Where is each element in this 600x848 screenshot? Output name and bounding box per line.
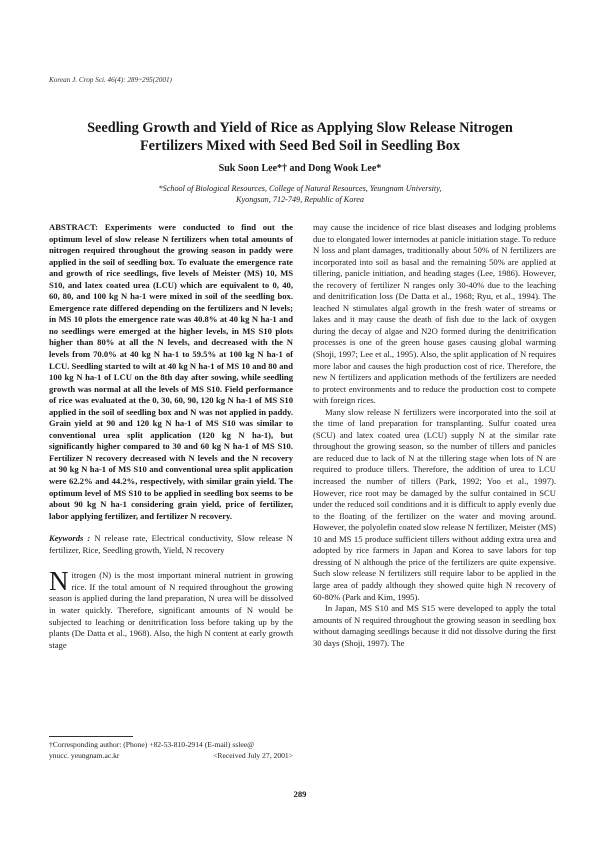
paper-title	[40, 120, 560, 155]
abstract: ABSTRACT: Experiments were conducted to find out the optimum level of slow release N fertilizers when total amounts of nitrogen required throughout the growing season in paddy were applied in the soil of seedling box. To evaluate the emergence rate and growth of rice seedlings, five levels of Meister (MS) 10, MS S10, and latex coated urea (LCU) which are equivalent to 0, 40, 60, 80, and 100 kg N ha-1 were mixed in soil of the seedling box. Emergence rate differed depending on the fertilizers and N levels; in MS 10 plots the emergence rate was 40.8% at 40 kg N ha-1 and no seedlings were emerged at the higher levels, in MS S10 plots higher than 80% at all the N levels, and decreased with the N levels from 70.0% at 40 kg N ha-1 to 59.5% at 100 kg N ha-1 of LCU. Seedling started to wilt at 40 kg N ha-1 of MS 10 and 80 and 100 kg N ha-1 of LCU on the 8th day after sowing, while seedling growth was normal at all the levels of MS S10. Field performance of rice was evaluated at the 0, 30, 60, 90, 120 kg N ha-1 of MS S10 applied in the soil of seedling box and N was not applied in paddy. Grain yield at 90 and 120 kg N ha-1 of MS S10 was similar to conventional urea split application (120 kg N ha-1), but significantly higher compared to 30 and 60 kg N ha-1 of MS S10. Fertilizer N recovery decreased with N levels and the N recovery at 90 kg N ha-1 of MS S10 and conventional urea split application were 62.2% and 44.2%, respectively, with similar grain yield. The optimum level of MS S10 to be applied in seedling box seems to be about 90 kg N ha-1 considering grain yield, price of fertilizer, labor applying fertilizer, and fertilizer N recovery.	[49, 222, 293, 521]
introduction-paragraph	[49, 566, 293, 651]
footnote	[49, 740, 293, 761]
author-list: Suk Soon Lee*† and Dong Wook Lee*	[218, 163, 382, 174]
footnote-email-tail: ynucc. yeungnam.ac.kr	[49, 750, 120, 760]
body-paragraph-3: In Japan, MS S10 and MS S15 were developed to apply the total amounts of N required throughout the growing season in seedling box without damaging seedlings because it did not dissolve during the first 30 days (Shoji, 1997). The	[313, 603, 556, 648]
body-paragraph-1: may cause the incidence of rice blast diseases and lodging problems due to elongated lower internodes at panicle initiation stage. To reduce N loss and plant damages, traditionally about 50% of N fertilizers are incorporated into soil as basal and the remaining 50% are applied at tillering, panicle initiation, and heading stages (Lee, 1986). However, the recovery of fertilizer N ranges only 30-40% due to the leaching and denitrification loss (De Datta et al., 1968; Ryu, et al., 1994). The leached N stimulates algal growth in the fresh water of streams or lakes and it may cause the death of fish due to the lack of oxygen during the decay of algae and N2O formed during the denitrification processes is one of the green house gases causing global warming (Shoji, 1997; Lee et al., 1995). Also, the split application of N requires more labor and causes the high production cost of rice. Therefore, the new N fertilizers and application methods of the fertilizers are needed to protect environments and to reduce the production cost to compete with foreign rices.	[313, 222, 556, 406]
introduction-text: itrogen (N) is the most important mineral nutrient in growing rice. If the total amount of N required throughout the growing season is applied during the land preparation, N urea will be dissolved in water quickly. Therefore, significant amounts of N would be subjected to leaching or denitrification loss before taking up by the plants (De Datta et al., 1968). Also, the high N content at early growth stage	[49, 570, 293, 650]
footnote-divider	[49, 736, 133, 737]
body-paragraph-2: Many slow release N fertilizers were incorporated into the soil at the time of land preparation for transplanting. Sulfur coated urea (SCU) and latex coated urea (LCU) supply N at the similar rate throughout the growing season, so the number of tillers and panicles are reduced due to lack of N at the tillering stage when lots of N are required to produce tillers. Therefore, the addition of urea to LCU increased the number of tillers (Park, 1992; Yoo et al., 1997). However, rice root may be damaged by the sulfur contained in SCU under the reduced soil conditions and it is difficult to apply evenly due to the floating of the fertilizer on the water and moving around. However, the polyolefin coated slow release N fertilizer, Meister (MS) 10 and MS 15 produce sufficient tillers without adding extra urea and adopted by rice farmers in Japan and Korea to save labors for top dressing of N although the price of the fertilizers are quite expensive. Such slow release N fertilizers still require labor to be applied in the large area of paddy although they showed quite high N recovery of 60-80% (Park and Kim, 1995).	[313, 406, 556, 602]
journal-citation: Korean J. Crop Sci. 46(4): 289~295(2001)	[49, 76, 172, 84]
keywords-text: N release rate, Electrical conductivity, Slow release N fertilizer, Rice, Seedling growth, Yield, N recovery	[49, 533, 293, 555]
affiliation-line-1: *School of Biological Resources, College of Natural Resources, Yeungnam University,	[158, 184, 442, 193]
affiliation	[60, 183, 540, 205]
footnote-corresponding: †Corresponding author: (Phone) +82-53-810-2914 (E-mail) sslee@	[49, 740, 255, 749]
keywords-label: Keywords :	[49, 533, 91, 544]
keywords	[49, 533, 293, 556]
drop-cap: N	[49, 566, 69, 597]
page-number: 289	[293, 789, 307, 799]
title-line-2: Fertilizers Mixed with Seed Bed Soil in Seedling Box	[139, 137, 461, 154]
left-column	[49, 222, 293, 651]
footnote-row	[49, 751, 293, 762]
received-date: <Received July 27, 2001>	[213, 750, 293, 760]
affiliation-line-2: Kyongsan, 712-749, Republic of Korea	[236, 195, 364, 204]
title-line-1: Seedling Growth and Yield of Rice as Applying Slow Release Nitrogen	[87, 120, 513, 136]
right-column	[313, 222, 556, 649]
